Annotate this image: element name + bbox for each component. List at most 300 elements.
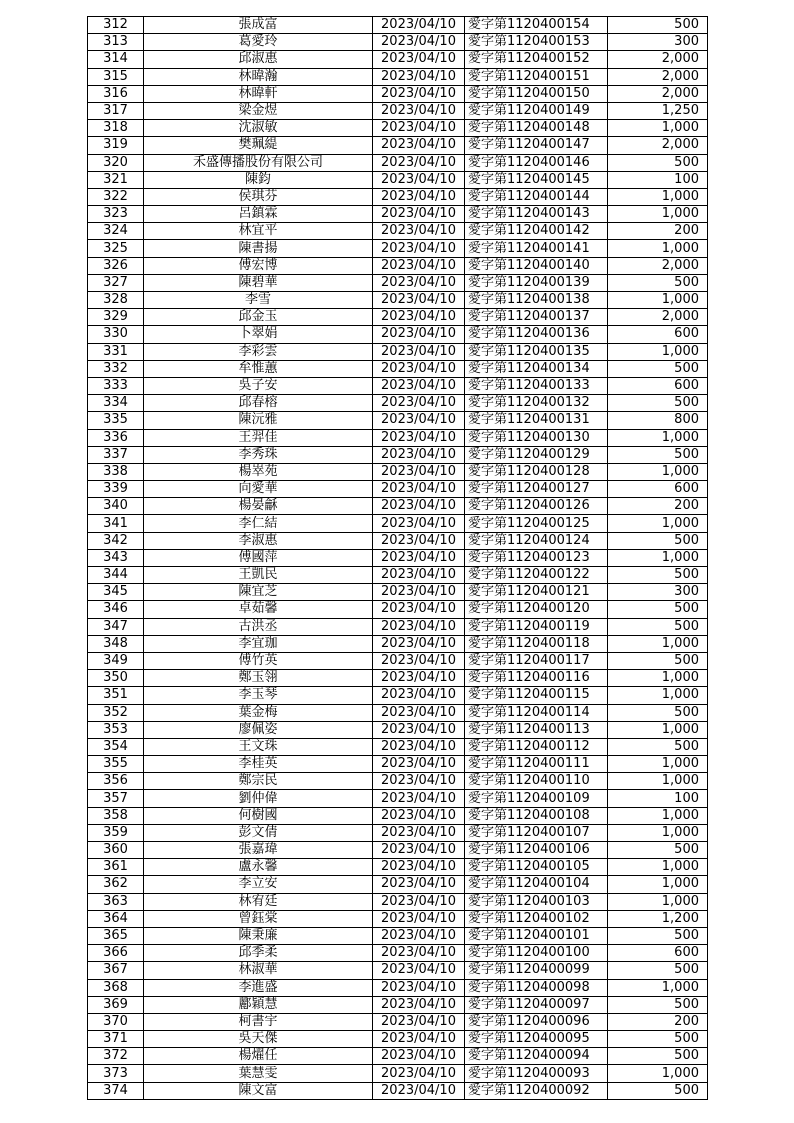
receipt-number-cell: 愛字第1120400140	[465, 257, 608, 274]
receipt-number-cell: 愛字第1120400139	[465, 274, 608, 291]
table-row	[88, 704, 708, 721]
donation-date-cell: 2023/04/10	[373, 343, 465, 360]
receipt-number-cell: 愛字第1120400100	[465, 945, 608, 962]
receipt-number-cell: 愛字第1120400127	[465, 481, 608, 498]
row-number-cell: 354	[88, 738, 144, 755]
donation-amount-cell: 800	[608, 412, 708, 429]
donor-name-cell: 陳鈞	[144, 171, 373, 188]
row-number-cell: 366	[88, 945, 144, 962]
table-row	[88, 223, 708, 240]
row-number-cell: 362	[88, 876, 144, 893]
donor-name-cell: 葛愛玲	[144, 34, 373, 51]
table-row	[88, 292, 708, 309]
row-number-cell: 337	[88, 446, 144, 463]
receipt-number-cell: 愛字第1120400144	[465, 188, 608, 205]
row-number-cell: 329	[88, 309, 144, 326]
receipt-number-cell: 愛字第1120400113	[465, 721, 608, 738]
receipt-number-cell: 愛字第1120400149	[465, 102, 608, 119]
donation-amount-cell: 1,000	[608, 343, 708, 360]
table-row	[88, 240, 708, 257]
receipt-number-cell: 愛字第1120400120	[465, 601, 608, 618]
donor-name-cell: 李桂英	[144, 756, 373, 773]
table-row	[88, 893, 708, 910]
row-number-cell: 355	[88, 756, 144, 773]
donation-date-cell: 2023/04/10	[373, 927, 465, 944]
row-number-cell: 367	[88, 962, 144, 979]
donation-amount-cell: 600	[608, 945, 708, 962]
row-number-cell: 344	[88, 567, 144, 584]
donation-date-cell: 2023/04/10	[373, 704, 465, 721]
table-row	[88, 257, 708, 274]
table-row	[88, 68, 708, 85]
table-row	[88, 360, 708, 377]
donation-amount-cell: 1,000	[608, 635, 708, 652]
row-number-cell: 370	[88, 1013, 144, 1030]
row-number-cell: 341	[88, 515, 144, 532]
donation-date-cell: 2023/04/10	[373, 738, 465, 755]
donation-date-cell: 2023/04/10	[373, 893, 465, 910]
donor-name-cell: 沈淑敏	[144, 120, 373, 137]
donor-name-cell: 何樹國	[144, 807, 373, 824]
row-number-cell: 351	[88, 687, 144, 704]
donation-amount-cell: 500	[608, 738, 708, 755]
donation-date-cell: 2023/04/10	[373, 979, 465, 996]
receipt-number-cell: 愛字第1120400151	[465, 68, 608, 85]
donation-date-cell: 2023/04/10	[373, 670, 465, 687]
donation-amount-cell: 500	[608, 962, 708, 979]
receipt-number-cell: 愛字第1120400110	[465, 773, 608, 790]
table-row	[88, 154, 708, 171]
row-number-cell: 372	[88, 1048, 144, 1065]
donor-name-cell: 張嘉瑋	[144, 842, 373, 859]
donor-name-cell: 廖佩姿	[144, 721, 373, 738]
donation-date-cell: 2023/04/10	[373, 360, 465, 377]
table-row	[88, 515, 708, 532]
receipt-number-cell: 愛字第1120400145	[465, 171, 608, 188]
donation-amount-cell: 1,000	[608, 807, 708, 824]
donation-date-cell: 2023/04/10	[373, 962, 465, 979]
row-number-cell: 360	[88, 842, 144, 859]
table-row	[88, 807, 708, 824]
donor-name-cell: 楊晏龢	[144, 498, 373, 515]
donation-amount-cell: 1,000	[608, 429, 708, 446]
row-number-cell: 334	[88, 395, 144, 412]
donor-name-cell: 樊珮緹	[144, 137, 373, 154]
table-row	[88, 652, 708, 669]
row-number-cell: 331	[88, 343, 144, 360]
donor-name-cell: 邱季柔	[144, 945, 373, 962]
row-number-cell: 343	[88, 549, 144, 566]
donation-date-cell: 2023/04/10	[373, 532, 465, 549]
row-number-cell: 363	[88, 893, 144, 910]
receipt-number-cell: 愛字第1120400112	[465, 738, 608, 755]
receipt-number-cell: 愛字第1120400130	[465, 429, 608, 446]
donor-name-cell: 王凱民	[144, 567, 373, 584]
donation-date-cell: 2023/04/10	[373, 171, 465, 188]
donation-amount-cell: 1,000	[608, 206, 708, 223]
row-number-cell: 361	[88, 859, 144, 876]
donation-date-cell: 2023/04/10	[373, 257, 465, 274]
row-number-cell: 313	[88, 34, 144, 51]
donation-amount-cell: 500	[608, 17, 708, 34]
donation-amount-cell: 500	[608, 842, 708, 859]
donor-name-cell: 李進盛	[144, 979, 373, 996]
donor-name-cell: 李彩雲	[144, 343, 373, 360]
row-number-cell: 327	[88, 274, 144, 291]
donation-amount-cell: 500	[608, 652, 708, 669]
receipt-number-cell: 愛字第1120400136	[465, 326, 608, 343]
donor-name-cell: 鄭玉翎	[144, 670, 373, 687]
table-row	[88, 567, 708, 584]
donation-date-cell: 2023/04/10	[373, 309, 465, 326]
donation-date-cell: 2023/04/10	[373, 377, 465, 394]
donation-date-cell: 2023/04/10	[373, 206, 465, 223]
donation-amount-cell: 1,000	[608, 1065, 708, 1082]
row-number-cell: 359	[88, 824, 144, 841]
row-number-cell: 352	[88, 704, 144, 721]
row-number-cell: 374	[88, 1082, 144, 1099]
donation-amount-cell: 200	[608, 1013, 708, 1030]
row-number-cell: 333	[88, 377, 144, 394]
row-number-cell: 368	[88, 979, 144, 996]
table-row	[88, 1013, 708, 1030]
donation-date-cell: 2023/04/10	[373, 446, 465, 463]
donation-date-cell: 2023/04/10	[373, 137, 465, 154]
table-row	[88, 824, 708, 841]
donation-date-cell: 2023/04/10	[373, 188, 465, 205]
donation-date-cell: 2023/04/10	[373, 910, 465, 927]
donor-name-cell: 劉仲偉	[144, 790, 373, 807]
donation-amount-cell: 1,000	[608, 979, 708, 996]
table-row	[88, 171, 708, 188]
table-row	[88, 532, 708, 549]
table-row	[88, 859, 708, 876]
receipt-number-cell: 愛字第1120400146	[465, 154, 608, 171]
donor-name-cell: 陳書揚	[144, 240, 373, 257]
donation-date-cell: 2023/04/10	[373, 515, 465, 532]
table-row	[88, 687, 708, 704]
donation-amount-cell: 100	[608, 171, 708, 188]
row-number-cell: 369	[88, 996, 144, 1013]
receipt-number-cell: 愛字第1120400123	[465, 549, 608, 566]
donation-date-cell: 2023/04/10	[373, 687, 465, 704]
receipt-number-cell: 愛字第1120400143	[465, 206, 608, 223]
donor-name-cell: 張成富	[144, 17, 373, 34]
donation-amount-cell: 1,000	[608, 756, 708, 773]
receipt-number-cell: 愛字第1120400102	[465, 910, 608, 927]
donor-name-cell: 林淑華	[144, 962, 373, 979]
donation-date-cell: 2023/04/10	[373, 395, 465, 412]
row-number-cell: 322	[88, 188, 144, 205]
row-number-cell: 353	[88, 721, 144, 738]
donor-name-cell: 陳沅雅	[144, 412, 373, 429]
donor-name-cell: 向愛華	[144, 481, 373, 498]
table-row	[88, 979, 708, 996]
donor-name-cell: 林暐瀚	[144, 68, 373, 85]
receipt-number-cell: 愛字第1120400153	[465, 34, 608, 51]
row-number-cell: 336	[88, 429, 144, 446]
donor-name-cell: 邱春榕	[144, 395, 373, 412]
donation-date-cell: 2023/04/10	[373, 876, 465, 893]
donation-amount-cell: 1,000	[608, 549, 708, 566]
donor-name-cell: 邱金玉	[144, 309, 373, 326]
donation-date-cell: 2023/04/10	[373, 584, 465, 601]
donation-amount-cell: 500	[608, 618, 708, 635]
receipt-number-cell: 愛字第1120400142	[465, 223, 608, 240]
table-row	[88, 446, 708, 463]
table-row	[88, 412, 708, 429]
donation-amount-cell: 500	[608, 274, 708, 291]
donor-name-cell: 酈穎慧	[144, 996, 373, 1013]
donation-date-cell: 2023/04/10	[373, 1013, 465, 1030]
table-row	[88, 274, 708, 291]
donation-amount-cell: 500	[608, 1031, 708, 1048]
table-row	[88, 463, 708, 480]
donation-date-cell: 2023/04/10	[373, 154, 465, 171]
donation-amount-cell: 300	[608, 584, 708, 601]
receipt-number-cell: 愛字第1120400147	[465, 137, 608, 154]
table-row	[88, 1048, 708, 1065]
row-number-cell: 364	[88, 910, 144, 927]
donation-date-cell: 2023/04/10	[373, 498, 465, 515]
receipt-number-cell: 愛字第1120400093	[465, 1065, 608, 1082]
donor-name-cell: 李玉琴	[144, 687, 373, 704]
receipt-number-cell: 愛字第1120400099	[465, 962, 608, 979]
donation-date-cell: 2023/04/10	[373, 756, 465, 773]
row-number-cell: 315	[88, 68, 144, 85]
donation-amount-cell: 2,000	[608, 309, 708, 326]
row-number-cell: 373	[88, 1065, 144, 1082]
donation-amount-cell: 500	[608, 360, 708, 377]
table-row	[88, 549, 708, 566]
table-row	[88, 206, 708, 223]
donation-amount-cell: 600	[608, 326, 708, 343]
row-number-cell: 339	[88, 481, 144, 498]
donor-name-cell: 牟惟蕙	[144, 360, 373, 377]
donor-name-cell: 李淑惠	[144, 532, 373, 549]
row-number-cell: 348	[88, 635, 144, 652]
donation-date-cell: 2023/04/10	[373, 824, 465, 841]
donation-amount-cell: 2,000	[608, 85, 708, 102]
donor-name-cell: 李雪	[144, 292, 373, 309]
receipt-number-cell: 愛字第1120400119	[465, 618, 608, 635]
donation-date-cell: 2023/04/10	[373, 996, 465, 1013]
row-number-cell: 338	[88, 463, 144, 480]
table-row	[88, 790, 708, 807]
receipt-number-cell: 愛字第1120400106	[465, 842, 608, 859]
donation-date-cell: 2023/04/10	[373, 34, 465, 51]
donation-date-cell: 2023/04/10	[373, 463, 465, 480]
table-row	[88, 1065, 708, 1082]
donation-table-body	[88, 17, 708, 1100]
row-number-cell: 320	[88, 154, 144, 171]
donation-amount-cell: 2,000	[608, 68, 708, 85]
donation-amount-cell: 1,000	[608, 292, 708, 309]
row-number-cell: 371	[88, 1031, 144, 1048]
donation-date-cell: 2023/04/10	[373, 17, 465, 34]
receipt-number-cell: 愛字第1120400138	[465, 292, 608, 309]
receipt-number-cell: 愛字第1120400128	[465, 463, 608, 480]
table-row	[88, 17, 708, 34]
donor-name-cell: 林暐軒	[144, 85, 373, 102]
donor-name-cell: 柯書宇	[144, 1013, 373, 1030]
donation-amount-cell: 500	[608, 927, 708, 944]
table-row	[88, 326, 708, 343]
receipt-number-cell: 愛字第1120400137	[465, 309, 608, 326]
receipt-number-cell: 愛字第1120400134	[465, 360, 608, 377]
donor-name-cell: 楊崒苑	[144, 463, 373, 480]
donation-amount-cell: 300	[608, 34, 708, 51]
donation-date-cell: 2023/04/10	[373, 68, 465, 85]
donation-amount-cell: 500	[608, 704, 708, 721]
receipt-number-cell: 愛字第1120400115	[465, 687, 608, 704]
donor-name-cell: 卓茹馨	[144, 601, 373, 618]
receipt-number-cell: 愛字第1120400097	[465, 996, 608, 1013]
row-number-cell: 342	[88, 532, 144, 549]
table-row	[88, 738, 708, 755]
donor-name-cell: 侯琪芬	[144, 188, 373, 205]
receipt-number-cell: 愛字第1120400116	[465, 670, 608, 687]
table-row	[88, 120, 708, 137]
donor-name-cell: 吳天傑	[144, 1031, 373, 1048]
receipt-number-cell: 愛字第1120400141	[465, 240, 608, 257]
donor-name-cell: 李仁結	[144, 515, 373, 532]
donation-date-cell: 2023/04/10	[373, 481, 465, 498]
table-row	[88, 1031, 708, 1048]
row-number-cell: 312	[88, 17, 144, 34]
donation-amount-cell: 1,000	[608, 188, 708, 205]
donation-amount-cell: 1,000	[608, 824, 708, 841]
donor-name-cell: 呂鎮霖	[144, 206, 373, 223]
receipt-number-cell: 愛字第1120400109	[465, 790, 608, 807]
table-row	[88, 343, 708, 360]
donation-date-cell: 2023/04/10	[373, 85, 465, 102]
donation-amount-cell: 500	[608, 395, 708, 412]
receipt-number-cell: 愛字第1120400103	[465, 893, 608, 910]
row-number-cell: 350	[88, 670, 144, 687]
donation-date-cell: 2023/04/10	[373, 635, 465, 652]
donor-name-cell: 陳碧華	[144, 274, 373, 291]
donation-amount-cell: 600	[608, 481, 708, 498]
donor-name-cell: 吳子安	[144, 377, 373, 394]
table-row	[88, 721, 708, 738]
table-row	[88, 395, 708, 412]
receipt-number-cell: 愛字第1120400094	[465, 1048, 608, 1065]
receipt-number-cell: 愛字第1120400111	[465, 756, 608, 773]
receipt-number-cell: 愛字第1120400132	[465, 395, 608, 412]
receipt-number-cell: 愛字第1120400105	[465, 859, 608, 876]
donation-date-cell: 2023/04/10	[373, 274, 465, 291]
table-row	[88, 188, 708, 205]
donor-name-cell: 卜翠娟	[144, 326, 373, 343]
donor-name-cell: 彭文倩	[144, 824, 373, 841]
receipt-number-cell: 愛字第1120400154	[465, 17, 608, 34]
donation-amount-cell: 1,000	[608, 859, 708, 876]
donor-name-cell: 曾鈺棠	[144, 910, 373, 927]
donation-amount-cell: 500	[608, 1082, 708, 1099]
donation-amount-cell: 500	[608, 1048, 708, 1065]
table-row	[88, 584, 708, 601]
donor-name-cell: 林宥廷	[144, 893, 373, 910]
donation-date-cell: 2023/04/10	[373, 807, 465, 824]
donor-name-cell: 古洪丞	[144, 618, 373, 635]
donation-amount-cell: 600	[608, 377, 708, 394]
table-row	[88, 756, 708, 773]
donor-name-cell: 李宜珈	[144, 635, 373, 652]
receipt-number-cell: 愛字第1120400114	[465, 704, 608, 721]
donation-date-cell: 2023/04/10	[373, 773, 465, 790]
receipt-number-cell: 愛字第1120400118	[465, 635, 608, 652]
donation-amount-cell: 500	[608, 567, 708, 584]
table-row	[88, 377, 708, 394]
donation-date-cell: 2023/04/10	[373, 652, 465, 669]
receipt-number-cell: 愛字第1120400126	[465, 498, 608, 515]
receipt-number-cell: 愛字第1120400121	[465, 584, 608, 601]
receipt-number-cell: 愛字第1120400131	[465, 412, 608, 429]
table-row	[88, 102, 708, 119]
donor-name-cell: 梁金煜	[144, 102, 373, 119]
row-number-cell: 335	[88, 412, 144, 429]
receipt-number-cell: 愛字第1120400092	[465, 1082, 608, 1099]
donation-amount-cell: 1,000	[608, 670, 708, 687]
donation-date-cell: 2023/04/10	[373, 223, 465, 240]
donation-table	[87, 16, 708, 1100]
receipt-number-cell: 愛字第1120400129	[465, 446, 608, 463]
donor-name-cell: 陳秉廉	[144, 927, 373, 944]
donation-date-cell: 2023/04/10	[373, 120, 465, 137]
donation-date-cell: 2023/04/10	[373, 945, 465, 962]
table-row	[88, 85, 708, 102]
donation-date-cell: 2023/04/10	[373, 240, 465, 257]
donation-date-cell: 2023/04/10	[373, 549, 465, 566]
table-row	[88, 910, 708, 927]
donation-date-cell: 2023/04/10	[373, 618, 465, 635]
row-number-cell: 345	[88, 584, 144, 601]
donation-date-cell: 2023/04/10	[373, 1031, 465, 1048]
donor-name-cell: 鄭宗民	[144, 773, 373, 790]
donor-name-cell: 王文珠	[144, 738, 373, 755]
receipt-number-cell: 愛字第1120400150	[465, 85, 608, 102]
row-number-cell: 325	[88, 240, 144, 257]
donation-amount-cell: 500	[608, 154, 708, 171]
row-number-cell: 321	[88, 171, 144, 188]
table-row	[88, 962, 708, 979]
donation-amount-cell: 1,000	[608, 515, 708, 532]
table-row	[88, 601, 708, 618]
receipt-number-cell: 愛字第1120400098	[465, 979, 608, 996]
table-row	[88, 481, 708, 498]
table-row	[88, 429, 708, 446]
row-number-cell: 340	[88, 498, 144, 515]
donation-amount-cell: 1,200	[608, 910, 708, 927]
row-number-cell: 358	[88, 807, 144, 824]
donation-date-cell: 2023/04/10	[373, 859, 465, 876]
table-row	[88, 635, 708, 652]
donation-amount-cell: 200	[608, 223, 708, 240]
donation-date-cell: 2023/04/10	[373, 601, 465, 618]
table-row	[88, 842, 708, 859]
donation-date-cell: 2023/04/10	[373, 326, 465, 343]
table-row	[88, 51, 708, 68]
row-number-cell: 356	[88, 773, 144, 790]
row-number-cell: 314	[88, 51, 144, 68]
receipt-number-cell: 愛字第1120400122	[465, 567, 608, 584]
row-number-cell: 332	[88, 360, 144, 377]
donation-date-cell: 2023/04/10	[373, 1048, 465, 1065]
donation-date-cell: 2023/04/10	[373, 292, 465, 309]
donation-date-cell: 2023/04/10	[373, 1065, 465, 1082]
row-number-cell: 330	[88, 326, 144, 343]
